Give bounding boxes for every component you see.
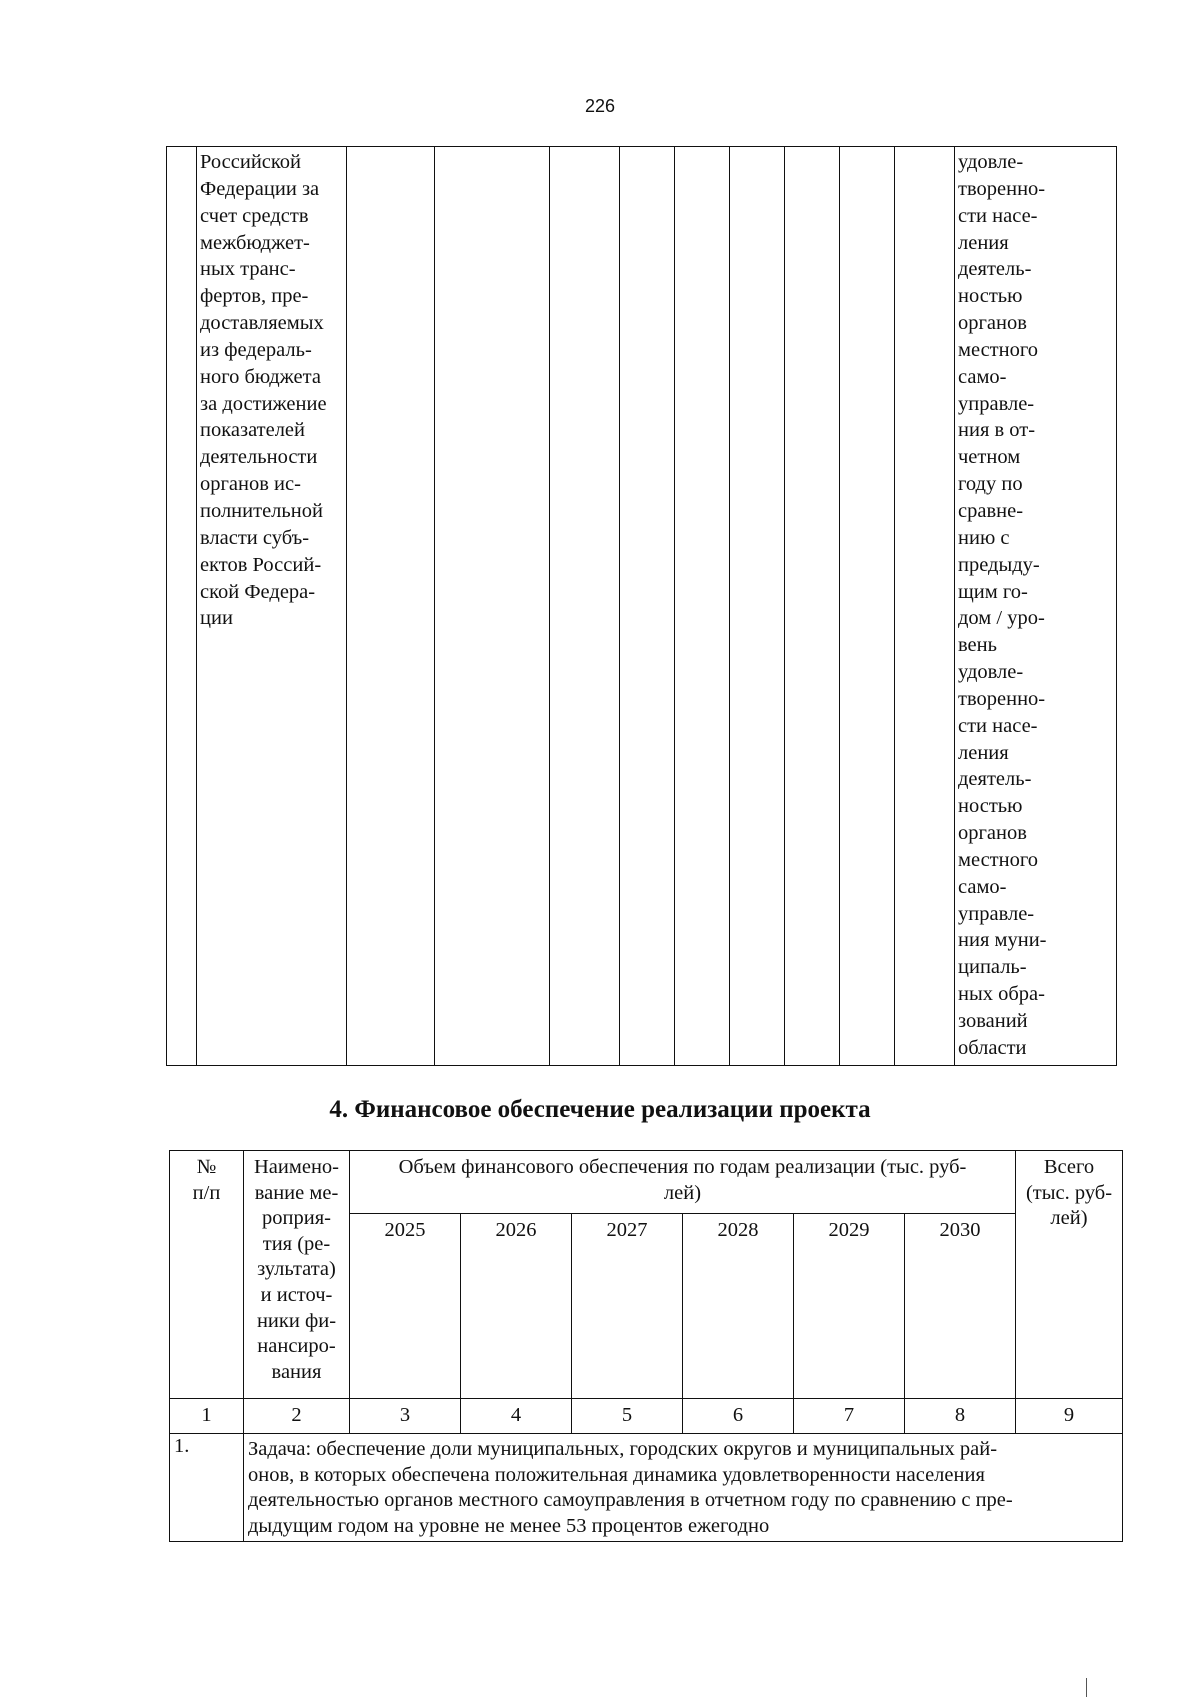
section-title: 4. Финансовое обеспечение реализации проекта bbox=[329, 1096, 871, 1123]
page-number: 226 bbox=[584, 96, 616, 116]
header-year: 2029 bbox=[794, 1214, 905, 1399]
table-cell bbox=[675, 147, 730, 1066]
margin-mark bbox=[1086, 1678, 1087, 1697]
header-name: Наимено- вание ме- роприя- тия (ре- зультата) и источ- ники фи- нансиро- вания bbox=[244, 1151, 350, 1399]
finance-table bbox=[169, 1150, 1123, 1542]
table-cell bbox=[620, 147, 675, 1066]
header-total: Всего (тыс. руб- лей) bbox=[1016, 1151, 1123, 1399]
column-number: 9 bbox=[1016, 1399, 1123, 1434]
table-cell bbox=[785, 147, 840, 1066]
table-cell bbox=[550, 147, 620, 1066]
task-description: Задача: обеспечение доли муниципальных, городских округов и муниципальных рай- онов, в которых обеспечена положительная динамика удовлетворенности населения деятельностью органов местного самоуправления в отчетном году по сравнению с пре- дыдущим годом на уровне не менее 53 процентов ежегодно bbox=[244, 1434, 1123, 1542]
table-row bbox=[170, 1434, 1123, 1542]
table-cell bbox=[840, 147, 895, 1066]
task-number: 1. bbox=[170, 1434, 244, 1542]
header-year: 2025 bbox=[350, 1214, 461, 1399]
table-cell bbox=[895, 147, 955, 1066]
continued-indicators-table bbox=[166, 146, 1117, 1066]
header-year: 2030 bbox=[905, 1214, 1016, 1399]
table-cell bbox=[435, 147, 550, 1066]
header-volume: Объем финансового обеспечения по годам реализации (тыс. руб- лей) bbox=[350, 1151, 1016, 1214]
table-cell bbox=[730, 147, 785, 1066]
column-number-row bbox=[170, 1399, 1123, 1434]
table-row bbox=[167, 147, 1117, 1066]
column-number: 6 bbox=[683, 1399, 794, 1434]
column-number: 7 bbox=[794, 1399, 905, 1434]
source-description-cell: Российской Федерации за счет средств межбюджет- ных транс- фертов, пре- доставляемых из федераль- ного бюджета за достижение показателей деятельности органов ис- полнительной власти субъ- ектов Россий- ской Федера- ции bbox=[197, 147, 347, 1066]
indicator-description-cell: удовле- творенно- сти насе- ления деятель- ностью органов местного само- управле- ния в от- четном году по сравне- нию с предыду- щим го- дом / уро- вень удовле- творенно- сти насе- ления деятель- ностью органов местного само- управле- ния муни- ципаль- ных обра- зований области bbox=[955, 147, 1117, 1066]
header-year: 2027 bbox=[572, 1214, 683, 1399]
table-cell bbox=[167, 147, 197, 1066]
header-year: 2026 bbox=[461, 1214, 572, 1399]
table-cell bbox=[347, 147, 435, 1066]
header-year: 2028 bbox=[683, 1214, 794, 1399]
table-header-row bbox=[170, 1151, 1123, 1214]
column-number: 1 bbox=[170, 1399, 244, 1434]
column-number: 5 bbox=[572, 1399, 683, 1434]
column-number: 8 bbox=[905, 1399, 1016, 1434]
column-number: 2 bbox=[244, 1399, 350, 1434]
column-number: 4 bbox=[461, 1399, 572, 1434]
column-number: 3 bbox=[350, 1399, 461, 1434]
header-num: № п/п bbox=[170, 1151, 244, 1399]
